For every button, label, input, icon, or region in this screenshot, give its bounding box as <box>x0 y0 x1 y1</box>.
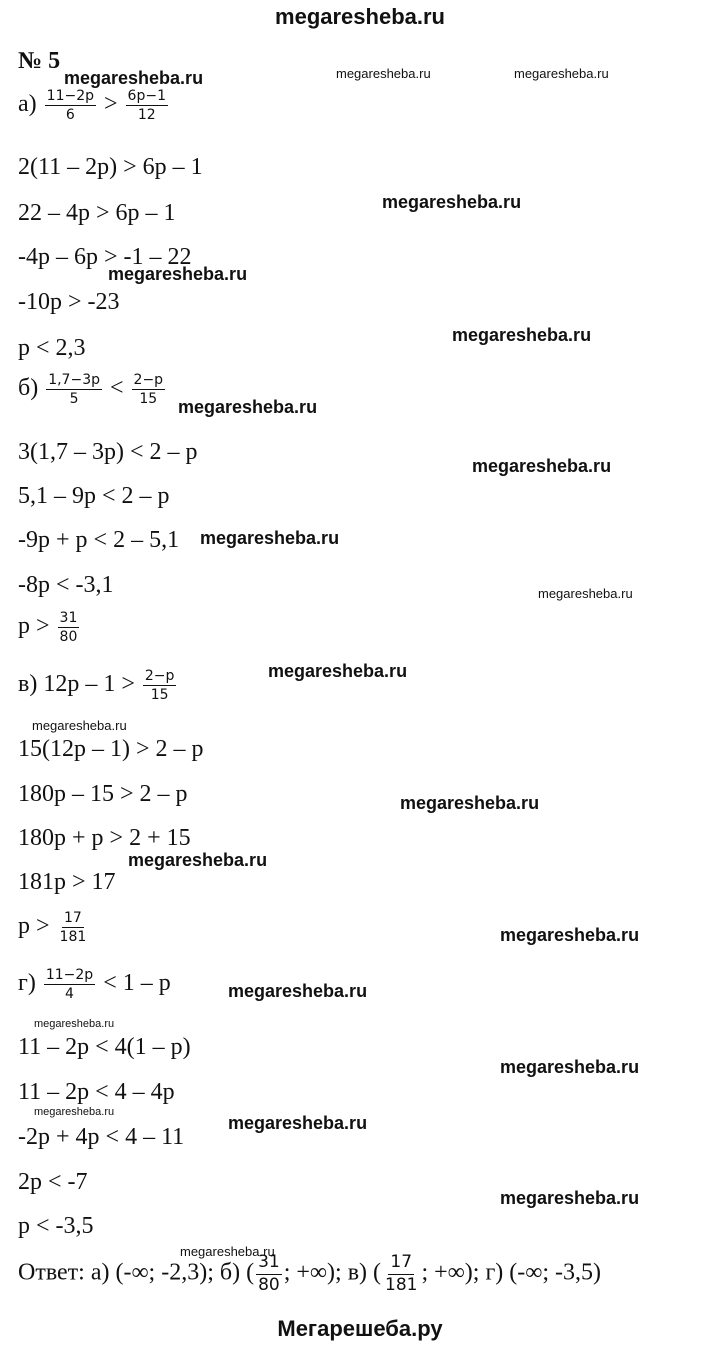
part-b-inequality: б) $\frac{1,7-3p}{5}$ < $\frac{2-p}{15}$ <box>18 372 164 408</box>
watermark: megaresheba.ru <box>336 66 431 81</box>
watermark: megaresheba.ru <box>34 1018 115 1030</box>
part-g-inequality: г) $\frac{11-2p}{4}$ < 1 – p <box>18 967 171 1003</box>
answer-fraction-b: $\frac{31}{80}$ <box>258 1252 280 1295</box>
watermark: megaresheba.ru <box>500 925 640 945</box>
part-b-label: б) <box>18 375 39 402</box>
watermark: megaresheba.ru <box>108 264 248 284</box>
part-v-result-fraction: $\frac{17}{181}$ <box>59 910 87 946</box>
part-b-result: p > $\frac{31}{80}$ <box>18 610 78 646</box>
watermark: megaresheba.ru <box>228 1113 368 1133</box>
part-a-result: p < 2,3 <box>18 335 86 361</box>
watermark: megaresheba.ru <box>128 850 268 870</box>
watermark: megaresheba.ru <box>178 397 318 417</box>
part-g-step: -2p + 4p < 4 – 11 <box>18 1124 185 1150</box>
part-a-step: 2(11 – 2p) > 6p – 1 <box>18 154 203 180</box>
part-b-fraction-left: $\frac{1,7-3p}{5}$ <box>48 372 100 408</box>
watermark: megaresheba.ru <box>500 1057 640 1077</box>
part-b-step: -8p < -3,1 <box>18 572 114 598</box>
part-a-fraction-left: $\frac{11-2p}{6}$ <box>46 88 94 124</box>
answer-fraction-v: $\frac{17}{181}$ <box>385 1252 418 1295</box>
part-b-result-fraction: $\frac{31}{80}$ <box>59 610 78 646</box>
part-g-step: 11 – 2p < 4 – 4p <box>18 1079 175 1105</box>
part-g-step: 11 – 2p < 4(1 – p) <box>18 1034 191 1060</box>
part-v-step: 180p – 15 > 2 – p <box>18 781 188 807</box>
watermark: megaresheba.ru <box>268 661 408 681</box>
watermark: megaresheba.ru <box>200 528 340 548</box>
part-g-step: 2p < -7 <box>18 1169 88 1195</box>
watermark: megaresheba.ru <box>180 1244 275 1259</box>
part-a-step: 22 – 4p > 6p – 1 <box>18 200 176 226</box>
part-a-label: а) <box>18 91 37 118</box>
watermark: megaresheba.ru <box>64 68 204 88</box>
answer-line: Ответ: а) (-∞; -2,3); б) ( $\frac{31}{80}$ ; +∞); в) ( $\frac{17}{181}$ ; +∞); г) (-∞; -3,5) <box>18 1252 602 1295</box>
site-footer: Мегарешеба.ру <box>277 1316 443 1341</box>
part-b-step: 3(1,7 – 3p) < 2 – p <box>18 439 198 465</box>
part-a-step: -4p – 6p > -1 – 22 <box>18 244 192 270</box>
watermark: megaresheba.ru <box>32 718 127 733</box>
part-a-step: -10p > -23 <box>18 289 120 315</box>
part-a-inequality: а) $\frac{11-2p}{6}$ > $\frac{6p-1}{12}$ <box>18 88 166 124</box>
watermark: megaresheba.ru <box>538 586 633 601</box>
watermark: megaresheba.ru <box>228 981 368 1001</box>
watermark: megaresheba.ru <box>514 66 609 81</box>
part-v-step: 181p > 17 <box>18 869 116 895</box>
watermark: megaresheba.ru <box>382 192 522 212</box>
part-v-inequality: в) 12p – 1 > $\frac{2-p}{15}$ <box>18 668 175 704</box>
site-header: megaresheba.ru <box>275 4 445 29</box>
part-v-step: 15(12p – 1) > 2 – p <box>18 736 204 762</box>
part-a-fraction-right: $\frac{6p-1}{12}$ <box>127 88 166 124</box>
part-v-step: 180p + p > 2 + 15 <box>18 825 191 851</box>
part-v-fraction: $\frac{2-p}{15}$ <box>144 668 175 704</box>
part-g-label: г) <box>18 970 36 997</box>
part-b-fraction-right: $\frac{2-p}{15}$ <box>133 372 164 408</box>
part-g-result: p < -3,5 <box>18 1213 94 1239</box>
watermark: megaresheba.ru <box>34 1106 115 1118</box>
part-v-label: в) <box>18 671 38 698</box>
watermark: megaresheba.ru <box>472 456 612 476</box>
problem-number: № 5 <box>18 48 61 74</box>
part-g-fraction: $\frac{11-2p}{4}$ <box>45 967 94 1003</box>
part-b-step: -9p + p < 2 – 5,1 <box>18 527 180 553</box>
watermark: megaresheba.ru <box>400 793 540 813</box>
part-b-step: 5,1 – 9p < 2 – p <box>18 483 170 509</box>
part-v-result: p > $\frac{17}{181}$ <box>18 910 87 946</box>
watermark: megaresheba.ru <box>452 325 592 345</box>
watermark: megaresheba.ru <box>500 1188 640 1208</box>
